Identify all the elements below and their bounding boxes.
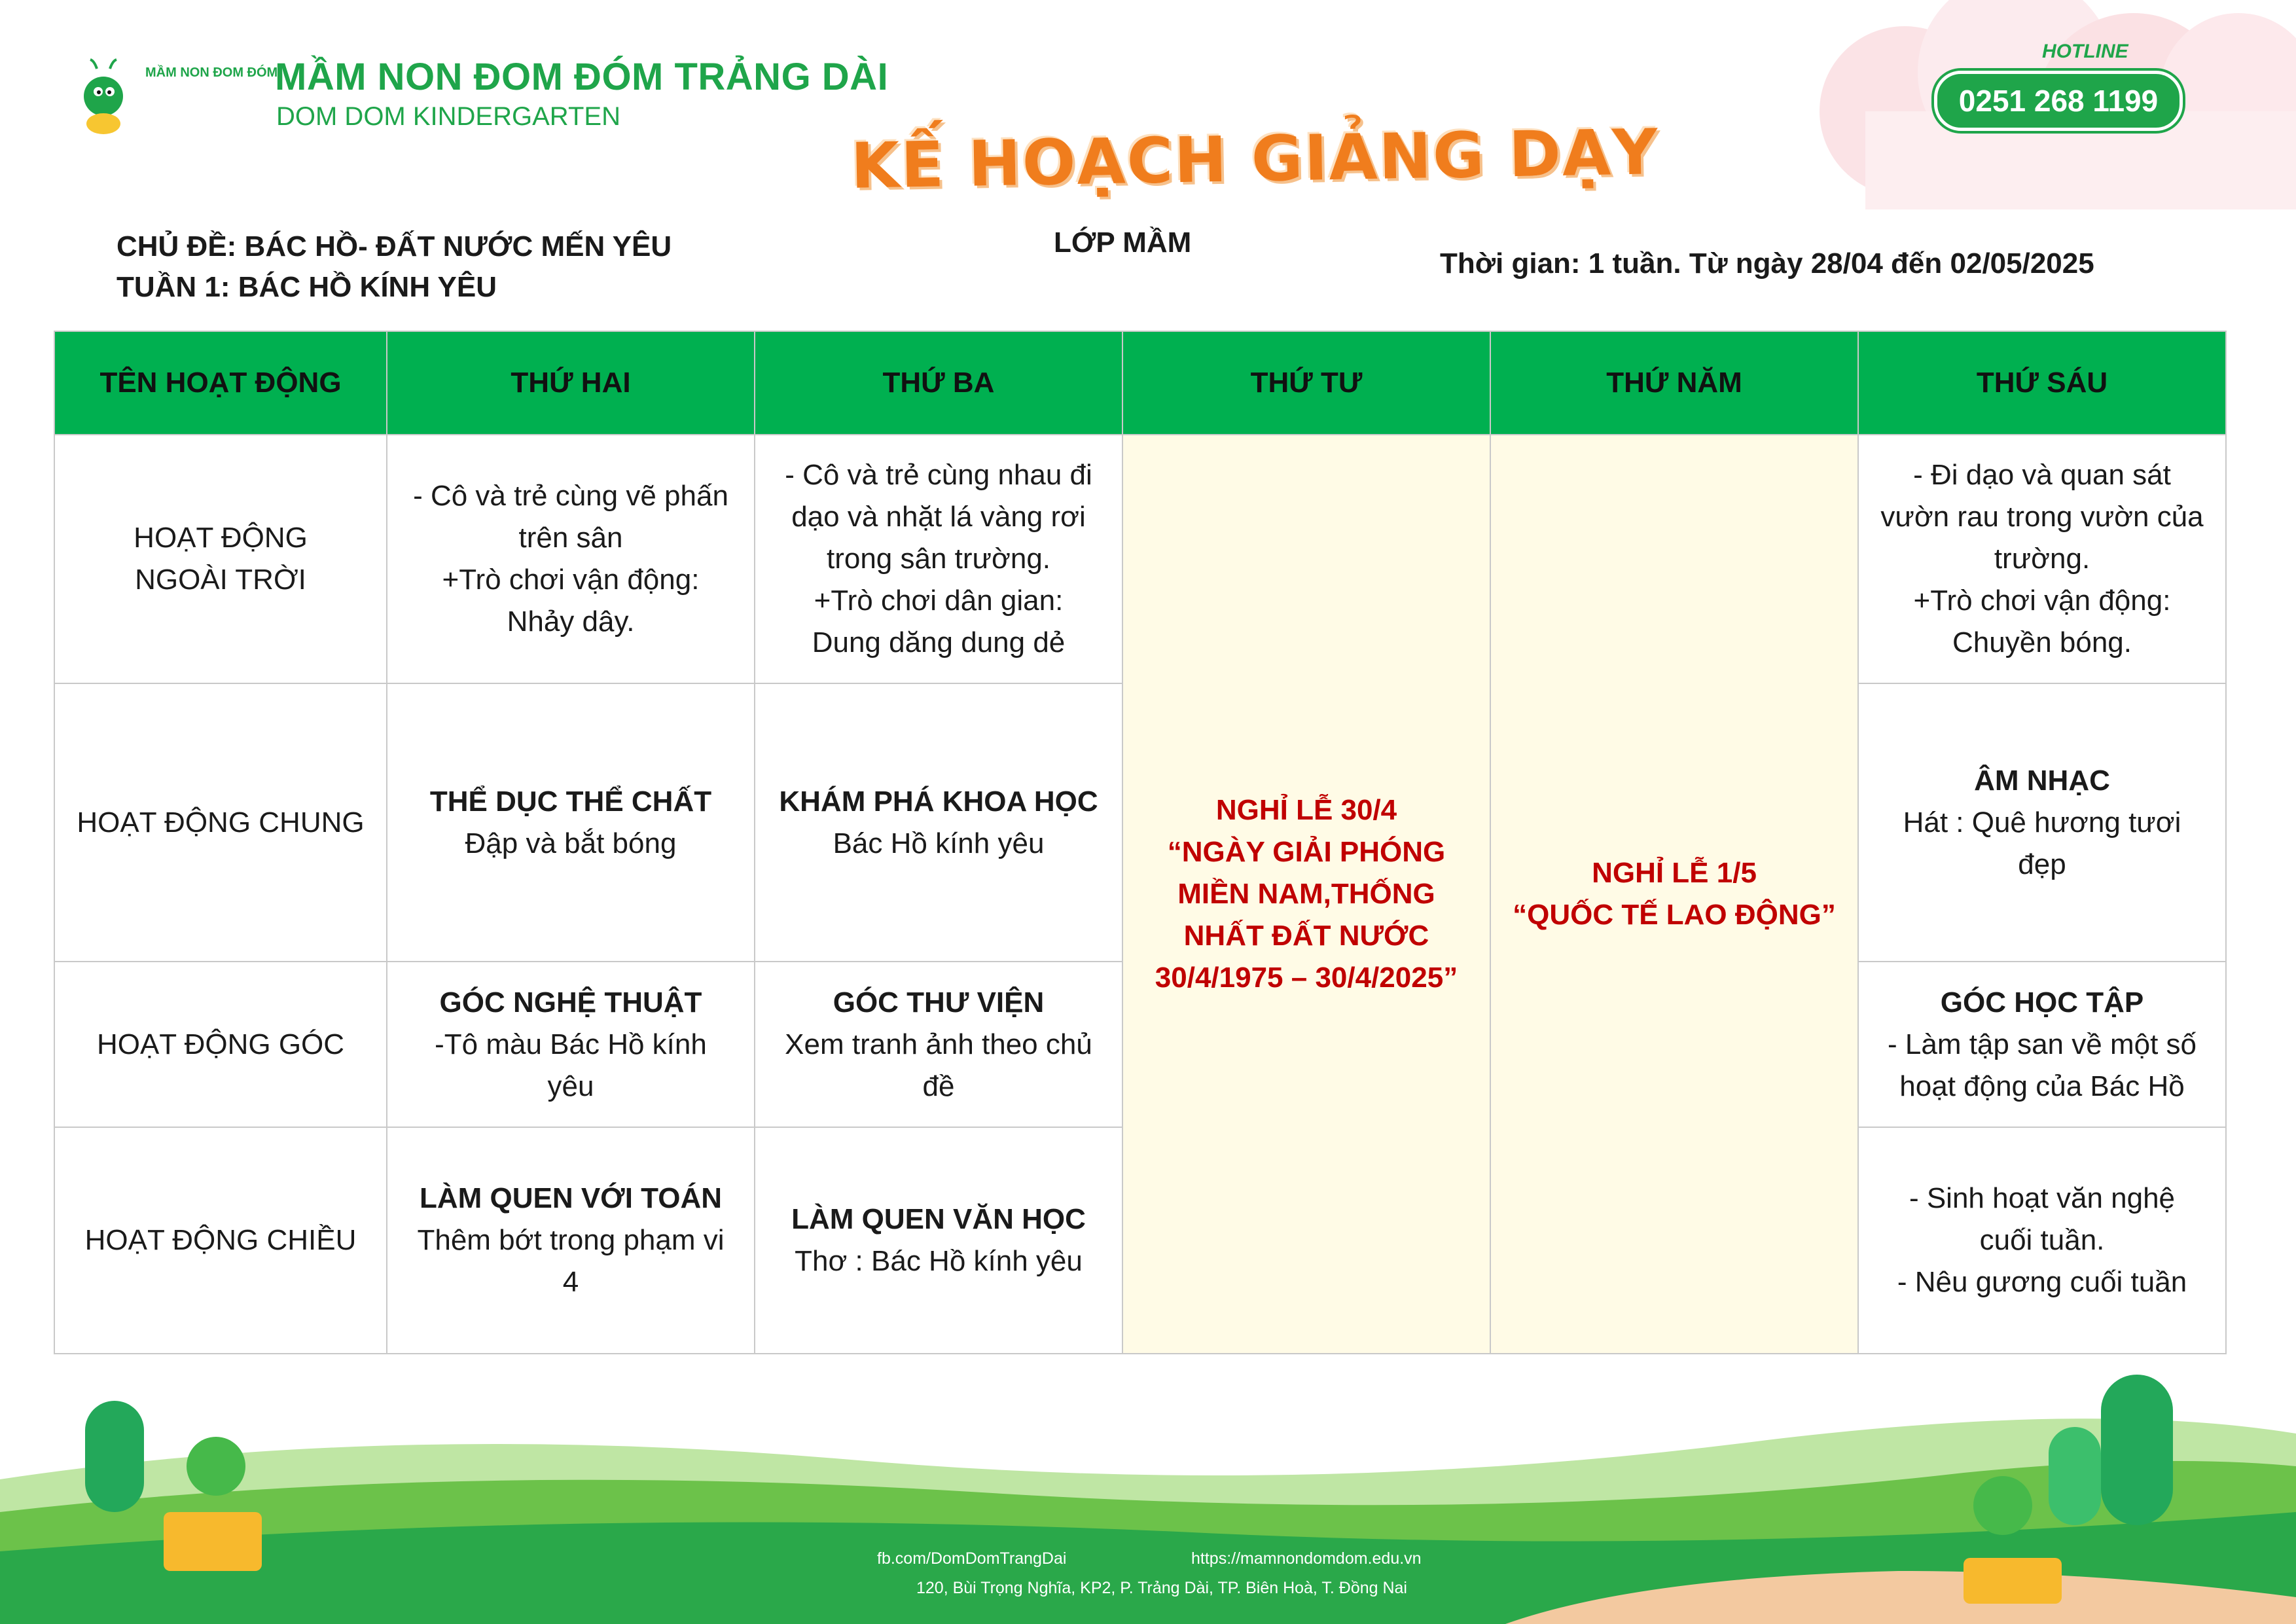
cell-line: đẹp <box>2018 848 2066 880</box>
friday-cell <box>1858 435 2226 683</box>
cell-line: cuối tuần. <box>1979 1224 2105 1256</box>
header-tuesday: THỨ BA <box>755 331 1122 435</box>
logo-text-top: MẦM NON ĐOM ĐÓM <box>145 65 278 80</box>
monday-cell <box>387 1127 755 1354</box>
holiday-line: NGHỈ LỄ 30/4 <box>1215 794 1397 826</box>
cell-line: +Trò chơi vận động: <box>1913 585 2171 617</box>
school-logo <box>72 56 278 141</box>
cell-line: Hát : Quê hương tươi <box>1903 806 2181 839</box>
tuesday-cell <box>755 962 1122 1127</box>
header-friday: THỨ SÁU <box>1858 331 2226 435</box>
wednesday-holiday-cell <box>1122 435 1490 1354</box>
facebook-link[interactable]: fb.com/DomDomTrangDai <box>877 1549 1067 1568</box>
hotline-label: HOTLINE <box>2042 41 2128 62</box>
table-header-row <box>54 331 2226 435</box>
website-link[interactable]: https://mamnondomdom.edu.vn <box>1191 1549 1422 1568</box>
cell-title: KHÁM PHÁ KHOA HỌC <box>779 785 1098 818</box>
cell-line: trong sân trường. <box>826 543 1051 575</box>
cell-line: Bác Hồ kính yêu <box>833 827 1045 859</box>
cell-line: - Sinh hoạt văn nghệ <box>1909 1182 2176 1214</box>
cell-line: NGOÀI TRỜI <box>135 564 306 596</box>
header-monday: THỨ HAI <box>387 331 755 435</box>
cell-line: đề <box>922 1070 955 1102</box>
cell-line: - Nêu gương cuối tuần <box>1897 1266 2187 1298</box>
activity-cell <box>54 962 387 1127</box>
activity-cell <box>54 1127 387 1354</box>
cell-line: trên sân <box>518 522 623 554</box>
school-name: MẦM NON ĐOM ĐÓM TRẢNG DÀI <box>275 56 889 98</box>
cell-line: Dung dăng dung dẻ <box>812 626 1066 659</box>
cell-line: HOẠT ĐỘNG GÓC <box>96 1028 345 1060</box>
tuesday-cell <box>755 435 1122 683</box>
cell-title: GÓC THƯ VIỆN <box>833 986 1045 1019</box>
tuesday-cell <box>755 1127 1122 1354</box>
cell-line: Thơ : Bác Hồ kính yêu <box>795 1245 1083 1277</box>
cell-line: Đập và bắt bóng <box>465 827 677 859</box>
friday-cell <box>1858 1127 2226 1354</box>
topic-line: CHỦ ĐỀ: BÁC HỒ- ĐẤT NƯỚC MẾN YÊU <box>117 230 672 262</box>
cell-line: dạo và nhặt lá vàng rơi <box>791 501 1086 533</box>
cell-line: vườn rau trong vườn của <box>1880 501 2204 533</box>
header-wednesday: THỨ TƯ <box>1122 331 1490 435</box>
hotline-number[interactable]: 0251 268 1199 <box>1934 71 2183 131</box>
activity-cell <box>54 683 387 962</box>
cell-line: Chuyền bóng. <box>1952 626 2132 659</box>
cell-line: Xem tranh ảnh theo chủ <box>785 1028 1092 1060</box>
holiday-line: NGHỈ LỄ 1/5 <box>1592 857 1757 889</box>
cell-line: 4 <box>562 1266 579 1298</box>
holiday-line: “NGÀY GIẢI PHÓNG <box>1167 836 1446 868</box>
address-text: 120, Bùi Trọng Nghĩa, KP2, P. Trảng Dài, TP. Biên Hoà, T. Đồng Nai <box>916 1579 1407 1597</box>
cell-line: - Làm tập san về một số <box>1888 1028 2197 1060</box>
friday-cell <box>1858 962 2226 1127</box>
cell-title: GÓC NGHỆ THUẬT <box>439 986 702 1019</box>
thursday-holiday-cell <box>1490 435 1858 1354</box>
cell-line: -Tô màu Bác Hồ kính <box>435 1028 707 1060</box>
class-name: LỚP MẦM <box>1054 226 1192 259</box>
holiday-line: “QUỐC TẾ LAO ĐỘNG” <box>1513 899 1836 931</box>
cell-line: Thêm bớt trong phạm vi <box>417 1224 725 1256</box>
table-row <box>54 435 2226 683</box>
holiday-line: NHẤT ĐẤT NƯỚC <box>1183 920 1429 952</box>
holiday-line: 30/4/1975 – 30/4/2025” <box>1155 962 1458 994</box>
week-line: TUẦN 1: BÁC HỒ KÍNH YÊU <box>117 271 497 303</box>
monday-cell <box>387 962 755 1127</box>
cell-line: HOẠT ĐỘNG CHIỀU <box>84 1224 357 1256</box>
cell-title: LÀM QUEN VĂN HỌC <box>791 1203 1086 1235</box>
activity-cell <box>54 435 387 683</box>
friday-cell <box>1858 683 2226 962</box>
cell-line: yêu <box>547 1070 594 1102</box>
tuesday-cell <box>755 683 1122 962</box>
cell-line: - Cô và trẻ cùng vẽ phấn <box>413 480 728 512</box>
page-title: KẾ HOẠCH GIẢNG DẠY <box>850 115 1660 203</box>
schedule-table <box>54 331 2227 1354</box>
cell-line: trường. <box>1994 543 2090 575</box>
holiday-line: MIỀN NAM,THỐNG <box>1177 878 1435 910</box>
cell-line: +Trò chơi vận động: <box>442 564 700 596</box>
monday-cell <box>387 683 755 962</box>
cell-title: GÓC HỌC TẬP <box>1940 986 2144 1019</box>
cell-line: HOẠT ĐỘNG CHUNG <box>77 806 365 839</box>
cell-line: - Cô và trẻ cùng nhau đi <box>785 459 1092 491</box>
cell-line: HOẠT ĐỘNG <box>134 522 308 554</box>
cell-title: THỂ DỤC THỂ CHẤT <box>429 785 712 818</box>
duration-line: Thời gian: 1 tuần. Từ ngày 28/04 đến 02/05/2025 <box>1440 247 2094 280</box>
cell-line: +Trò chơi dân gian: <box>814 585 1064 617</box>
header-activity: TÊN HOẠT ĐỘNG <box>54 331 387 435</box>
cell-line: Nhảy dây. <box>507 605 635 638</box>
monday-cell <box>387 435 755 683</box>
cell-title: ÂM NHẠC <box>1974 764 2110 797</box>
header-thursday: THỨ NĂM <box>1490 331 1858 435</box>
school-subtitle: DOM DOM KINDERGARTEN <box>276 102 620 131</box>
cell-title: LÀM QUEN VỚI TOÁN <box>419 1182 723 1214</box>
cell-line: hoạt động của Bác Hồ <box>1899 1070 2185 1102</box>
cell-line: - Đi dạo và quan sát <box>1913 459 2171 491</box>
